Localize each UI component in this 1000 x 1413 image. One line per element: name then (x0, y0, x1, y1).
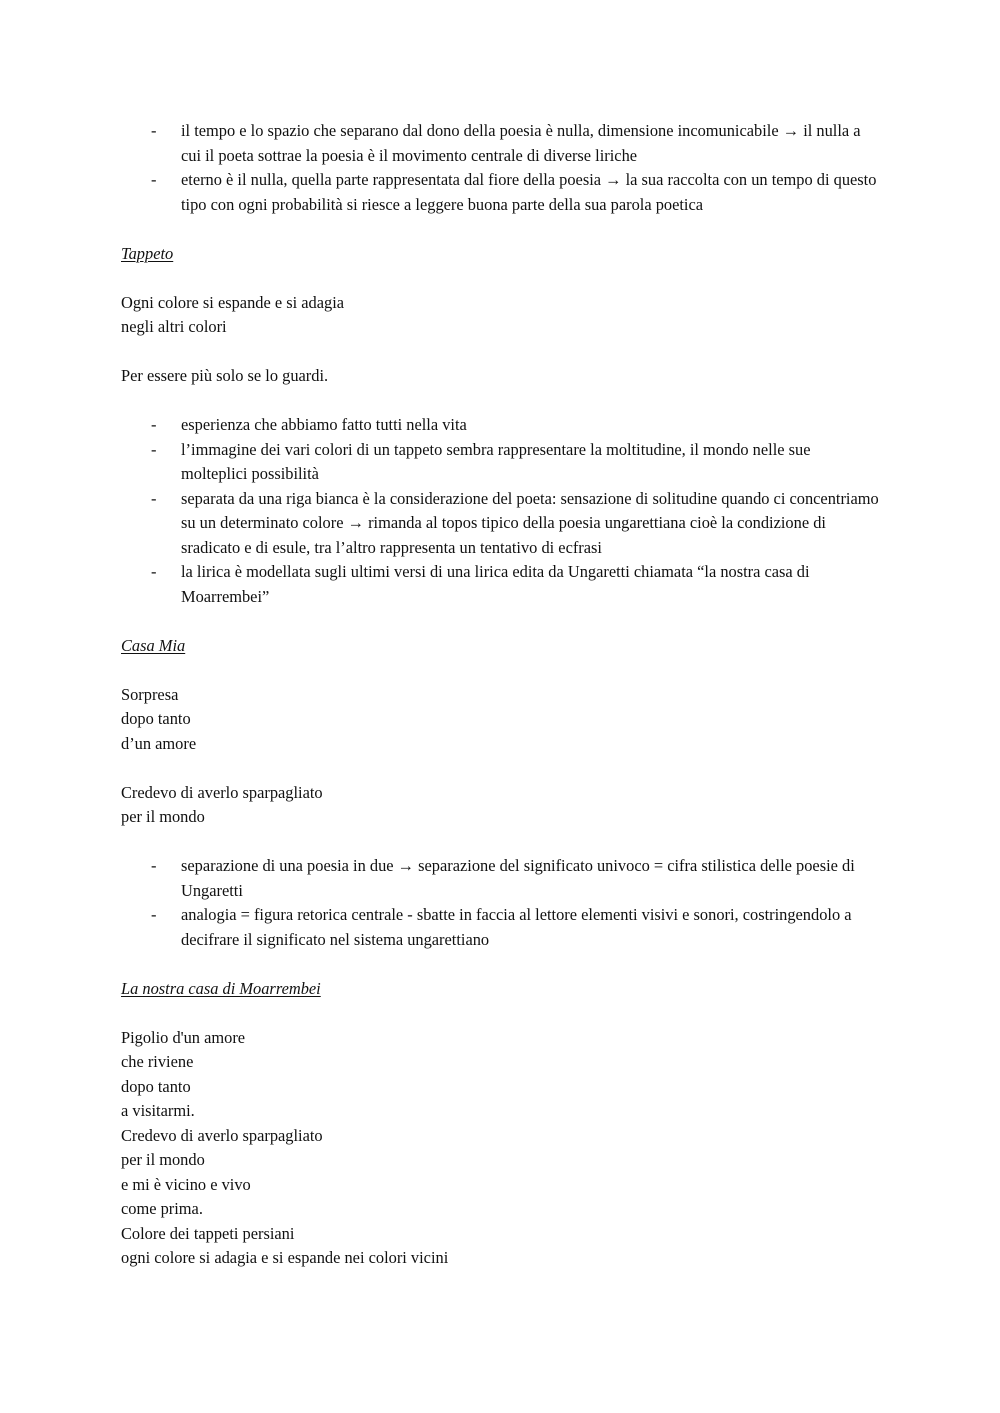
bullet-dash: - (151, 856, 157, 875)
bullet-dash: - (151, 439, 157, 459)
poem-line: Credevo di averlo sparpagliato (121, 1125, 323, 1145)
poem-line: a visitarmi. (121, 1101, 195, 1120)
intro-bullet-list (121, 119, 881, 217)
poem-line: Pigolio d'un amore (121, 1027, 246, 1047)
list-item: - separazione di una poesia in due → separazione del significato univoco = cifra stilistica delle poesie di Ungaretti (151, 856, 855, 900)
poem-stanza (121, 364, 881, 389)
poem-line: dopo tanto (121, 1076, 191, 1096)
poem-line: per il mondo (121, 1150, 205, 1169)
poem-line: dopo tanto (121, 709, 191, 728)
list-item: - eterno è il nulla, quella parte rappresentata dal fiore della poesia → la sua raccolta con un tempo di questo tipo con ogni probabilità si riesce a leggere buona parte della sua parola poetica (151, 170, 877, 214)
section-heading-casa-mia: Casa Mia (121, 635, 186, 655)
section-heading-moarrembei: La nostra casa di Moarrembei (121, 978, 321, 998)
tappeto-bullet-list (121, 413, 881, 609)
poem-line: che riviene (121, 1052, 194, 1071)
bullet-dash: - (151, 121, 157, 140)
poem-stanza (121, 683, 881, 757)
poem-line: Sorpresa (121, 684, 179, 704)
poem-line: negli altri colori (121, 317, 227, 336)
list-item: - analogia = figura retorica centrale - sbatte in faccia al lettore elementi visivi e sonori, costringendolo a decifrare il significato nel sistema ungarettiano (151, 905, 852, 949)
section-heading-tappeto: Tappeto (121, 243, 174, 263)
list-item: - il tempo e lo spazio che separano dal dono della poesia è nulla, dimensione incomunicabile → il nulla a cui il poeta sottrae la poesia è il movimento centrale di diverse liriche (151, 121, 861, 165)
list-item: - la lirica è modellata sugli ultimi versi di una lirica edita da Ungaretti chiamata “la nostra casa di Moarrembei” (151, 562, 810, 606)
poem-line: per il mondo (121, 807, 205, 826)
poem-line: Colore dei tappeti persiani (121, 1223, 295, 1243)
bullet-dash: - (151, 415, 157, 434)
poem-stanza (121, 781, 881, 830)
list-item: - esperienza che abbiamo fatto tutti nella vita (121, 413, 881, 438)
bullet-dash: - (151, 905, 157, 924)
casa-mia-bullet-list (121, 854, 881, 952)
poem-line: Ogni colore si espande e si adagia (121, 292, 345, 312)
poem-line: d’un amore (121, 733, 197, 753)
poem-line: Credevo di averlo sparpagliato (121, 782, 323, 802)
poem-line: Per essere più solo se lo guardi. (121, 366, 329, 385)
document-content (121, 119, 881, 1271)
list-item: - l’immagine dei vari colori di un tappeto sembra rappresentare la moltitudine, il mondo nelle sue molteplici possibilità (151, 439, 811, 483)
bullet-dash: - (151, 562, 157, 581)
poem-stanza (121, 291, 881, 340)
poem-line: e mi è vicino e vivo (121, 1174, 251, 1194)
poem-line: come prima. (121, 1199, 203, 1218)
list-item: - separata da una riga bianca è la considerazione del poeta: sensazione di solitudine quando ci concentriamo su un determinato colore → rimanda al topos tipico della poesia ungarettiana cioè la condizione di sradicato e di esule, tra l’altro rappresenta un tentativo di ecfrasi (151, 488, 879, 557)
poem-stanza (121, 1026, 881, 1271)
bullet-dash: - (151, 170, 157, 189)
poem-line: ogni colore si adagia e si espande nei colori vicini (121, 1248, 449, 1267)
bullet-dash: - (151, 488, 157, 508)
